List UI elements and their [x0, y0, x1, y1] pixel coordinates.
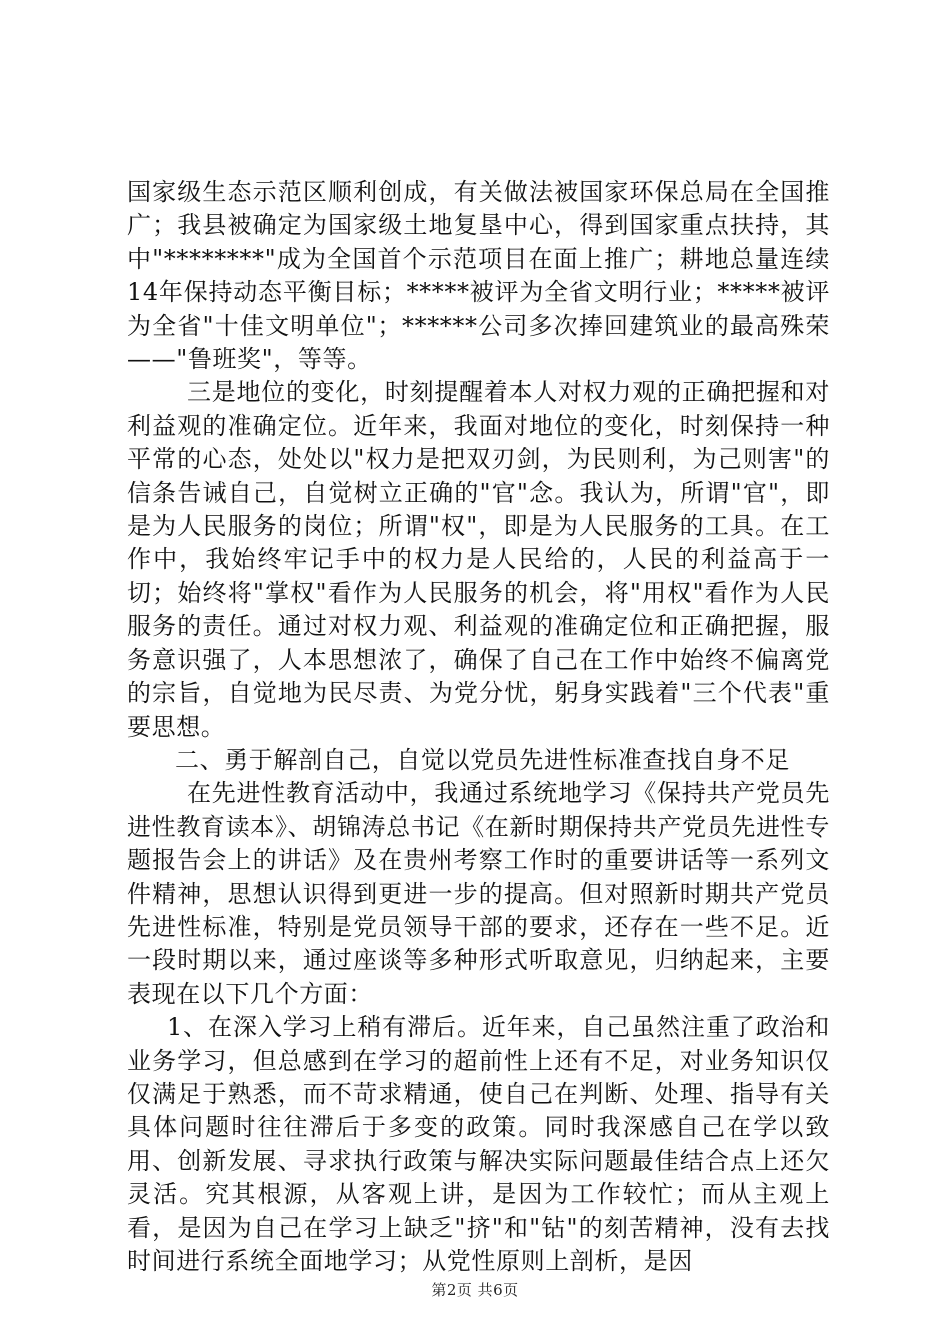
document-body	[127, 176, 830, 1278]
page-footer: 第2页 共6页	[431, 1281, 519, 1299]
paragraph-position-change: 三是地位的变化，时刻提醒着本人对权力观的正确把握和对利益观的准确定位。近年来，我面对地位的变化，时刻保持一种平常的心态，处处以"权力是把双刃剑，为民则利，为己则害"的信条告诫自己，自觉树立正确的"官"念。我认为，所谓"官"，即是为人民服务的岗位；所谓"权"，即是为人民服务的工具。在工作中，我始终牢记手中的权力是人民给的，人民的利益高于一切；始终将"掌权"看作为人民服务的机会，将"用权"看作为人民服务的责任。通过对权力观、利益观的准确定位和正确把握，服务意识强了，人本思想浓了，确保了自己在工作中始终不偏离党的宗旨，自觉地为民尽责、为党分忧，躬身实践着"三个代表"重要思想。	[127, 378, 830, 741]
paragraph-learning-shortfall: 1、在深入学习上稍有滞后。近年来，自己虽然注重了政治和业务学习，但总感到在学习的超前性上还有不足，对业务知识仅仅满足于熟悉，而不苛求精通，使自己在判断、处理、指导有关具体问题时往往滞后于多变的政策。同时我深感自己在学以致用、创新发展、寻求执行政策与解决实际问题最佳结合点上还欠灵活。究其根源，从客观上讲，是因为工作较忙；而从主观上看，是因为自己在学习上缺乏"挤"和"钻"的刻苦精神，没有去找时间进行系统全面地学习；从党性原则上剖析，是因	[127, 1013, 830, 1275]
paragraph-achievements: 国家级生态示范区顺利创成，有关做法被国家环保总局在全国推广；我县被确定为国家级土地复垦中心，得到国家重点扶持，其中"********"成为全国首个示范项目在面上推广；耕地总量连续14年保持动态平衡目标；*****被评为全省文明行业；*****被评为全省"十佳文明单位"；******公司多次捧回建筑业的最高殊荣——"鲁班奖"，等等。	[127, 178, 830, 374]
paragraph-education-activity: 在先进性教育活动中，我通过系统地学习《保持共产党员先进性教育读本》、胡锦涛总书记《在新时期保持共产党员先进性专题报告会上的讲话》及在贵州考察工作时的重要讲话等一系列文件精神，思想认识得到更进一步的提高。但对照新时期共产党员先进性标准，特别是党员领导干部的要求，还存在一些不足。近一段时期以来，通过座谈等多种形式听取意见，归纳起来，主要表现在以下几个方面：	[127, 779, 830, 1008]
section-heading-self-examination: 二、勇于解剖自己，自觉以党员先进性标准查找自身不足	[175, 745, 790, 774]
